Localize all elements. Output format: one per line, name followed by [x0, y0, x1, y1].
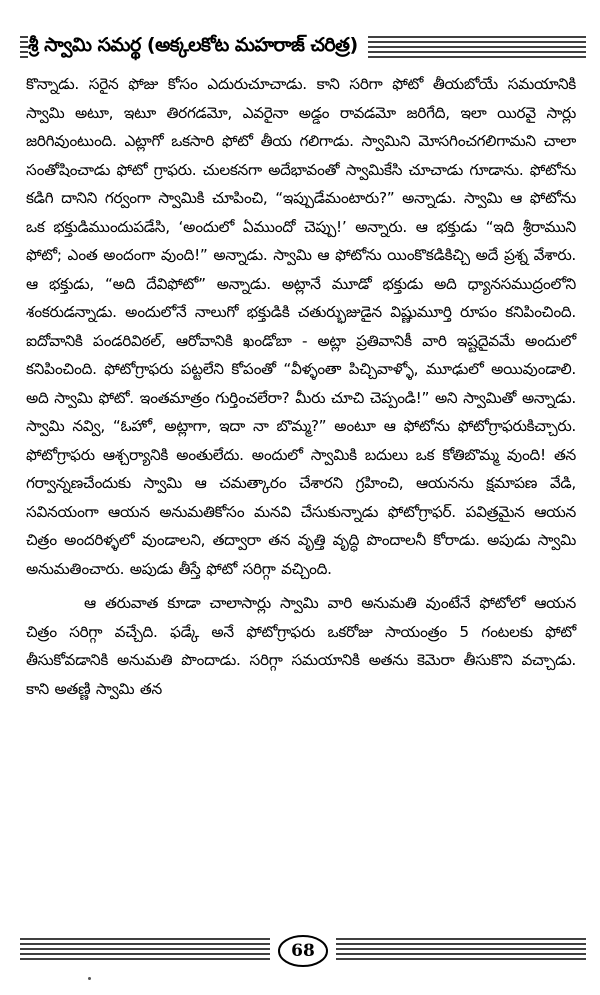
page-number: 68	[291, 941, 315, 961]
body-text	[26, 70, 576, 703]
paragraph-1: కొన్నాడు. సరైన ఫోజు కోసం ఎదురుచూచాడు. కాని సరిగా ఫోటో తీయబోయే సమయానికి స్వామి అటూ, ఇటూ తిరగడమో, ఎవరైనా అడ్డం రావడమో జరిగేది, ఇలా యిరవై సార్లు జరిగివుంటుంది. ఎట్లాగో ఒకసారి ఫోటో తీయ గలిగాడు. స్వామిని మోసగించగలిగామని చాలా సంతోషించాడు ఫోటో గ్రాఫరు. చులకనగా అదేభావంతో స్వామికేసి చూచాడు గూడాను. ఫోటోను కడిగి దానిని గర్వంగా స్వామికి చూపించి, “ఇప్పుడేమంటారు?” అన్నాడు. స్వామి ఆ ఫోటోను ఒక భక్తుడిముందుపడేసి, ‘అందులో ఏముందో చెప్పు!’ అన్నారు. ఆ భక్తుడు “ఇది శ్రీరాముని ఫోటో; ఎంత అందంగా వుంది!” అన్నాడు. స్వామి ఆ ఫోటోను యింకొకడికిచ్చి అదే ప్రశ్న వేశారు. ఆ భక్తుడు, “అది దేవిఫోటో” అన్నాడు. అట్లానే మూడో భక్తుడు అది ధ్యానసముద్రంలోని శంకరుడన్నాడు. అందులోనే నాలుగో భక్తుడికి చతుర్భుజుడైన విష్ణుమూర్తి రూపం కనిపించింది. ఐదోవానికి పండరివిఠల్, ఆరోవానికి ఖండోబా - అట్లా ప్రతివానికీ వారి ఇష్టదైవమే అందులో కనిపించింది. ఫోటోగ్రాఫరు పట్టలేని కోపంతో “వీళ్ళంతా పిచ్చివాళ్ళో, మూఢులో అయివుండాలి. అది స్వామి ఫోటో. ఇంతమాత్రం గుర్తించలేరా? మీరు చూచి చెప్పండి!” అని స్వామితో అన్నాడు. స్వామి నవ్వి, “ఓహో, అట్లాగా, ఇదా నా బొమ్మ?” అంటూ ఆ ఫోటోను ఫోటోగ్రాఫరుకిచ్చారు. ఫోటోగ్రాఫరు ఆశ్చర్యానికి అంతులేదు. అందులో స్వామికి బదులు ఒక కోతిబొమ్మ వుంది! తన గర్వాన్నణచేందుకు స్వామి ఆ చమత్కారం చేశారని గ్రహించి, ఆయనను క్షమాపణ వేడి, సవినయంగా ఆయన అనుమతికోసం మనవి చేసుకున్నాడు ఫోటోగ్రాఫర్. పవిత్రమైన ఆయన చిత్రం అందరిళ్ళలో వుండాలని, తద్వారా తన వృత్తి వృద్ధి పొందాలనీ కోరాడు. అపుడు స్వామి అనుమతించారు. అపుడు తీస్తే ఫోటో సరిగ్గా వచ్చింది.	[26, 75, 576, 578]
running-header	[20, 30, 586, 70]
paragraph-2: ఆ తరువాత కూడా చాలాసార్లు స్వామి వారి అనుమతి వుంటేనే ఫోటోలో ఆయన చిత్రం సరిగ్గా వచ్చేది. ఫడ్కే అనే ఫోటోగ్రాఫరు ఒకరోజు సాయంత్రం 5 గంటలకు ఫోటో తీసుకోవడానికి అనుమతి పొందాడు. సరిగ్గా సమయానికి అతను కెమెరా తీసుకొని వచ్చాడు. కాని అతణ్ణి స్వామి తన	[26, 594, 576, 698]
print-speck	[88, 977, 91, 980]
page-footer	[20, 930, 586, 974]
running-header-title: శ్రీ స్వామి సమర్థ (అక్కలకోట మహరాజ్ చరిత్ర)	[28, 32, 368, 58]
